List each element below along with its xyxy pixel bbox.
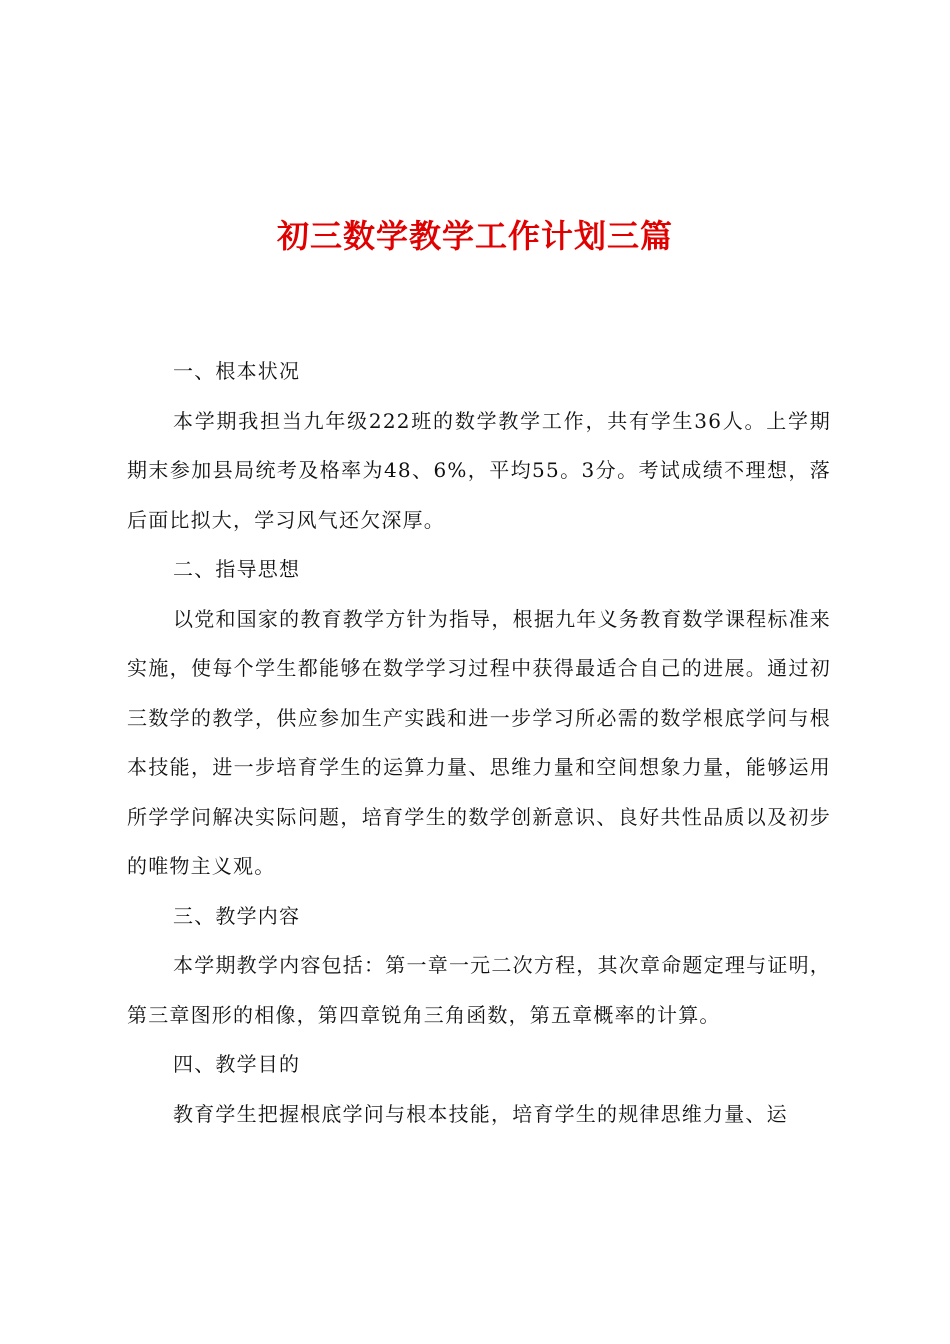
paragraph-basic-situation: 本学期我担当九年级222班的数学教学工作，共有学生36人。上学期期末参加县局统考及格率为48、6%，平均55。3分。考试成绩不理想，落后面比拟大，学习风气还欠深厚。 xyxy=(127,408,831,532)
section-heading-guiding-thought: 二、指导思想 xyxy=(173,557,301,581)
section-heading-basic-situation: 一、根本状况 xyxy=(173,359,301,383)
document-title: 初三数学教学工作计划三篇 xyxy=(276,217,673,255)
paragraph-guiding-thought: 以党和国家的教育教学方针为指导，根据九年义务教育数学课程标准来实施，使每个学生都能够在数学学习过程中获得最适合自己的进展。通过初三数学的教学，供应参加生产实践和进一步学习所必需的数学根底学问与根本技能，进一步培育学生的运算力量、思维力量和空间想象力量，能够运用所学学问解决实际问题，培育学生的数学创新意识、良好共性品质以及初步的唯物主义观。 xyxy=(127,606,831,878)
section-heading-teaching-goal: 四、教学目的 xyxy=(173,1052,301,1076)
paragraph-teaching-goal: 教育学生把握根底学问与根本技能，培育学生的规律思维力量、运 xyxy=(173,1101,788,1126)
section-heading-teaching-content: 三、教学内容 xyxy=(173,903,301,928)
paragraph-teaching-content: 本学期教学内容包括：第一章一元二次方程，其次章命题定理与证明，第三章图形的相像，第四章锐角三角函数，第五章概率的计算。 xyxy=(127,953,831,1027)
document-body xyxy=(127,347,831,1139)
